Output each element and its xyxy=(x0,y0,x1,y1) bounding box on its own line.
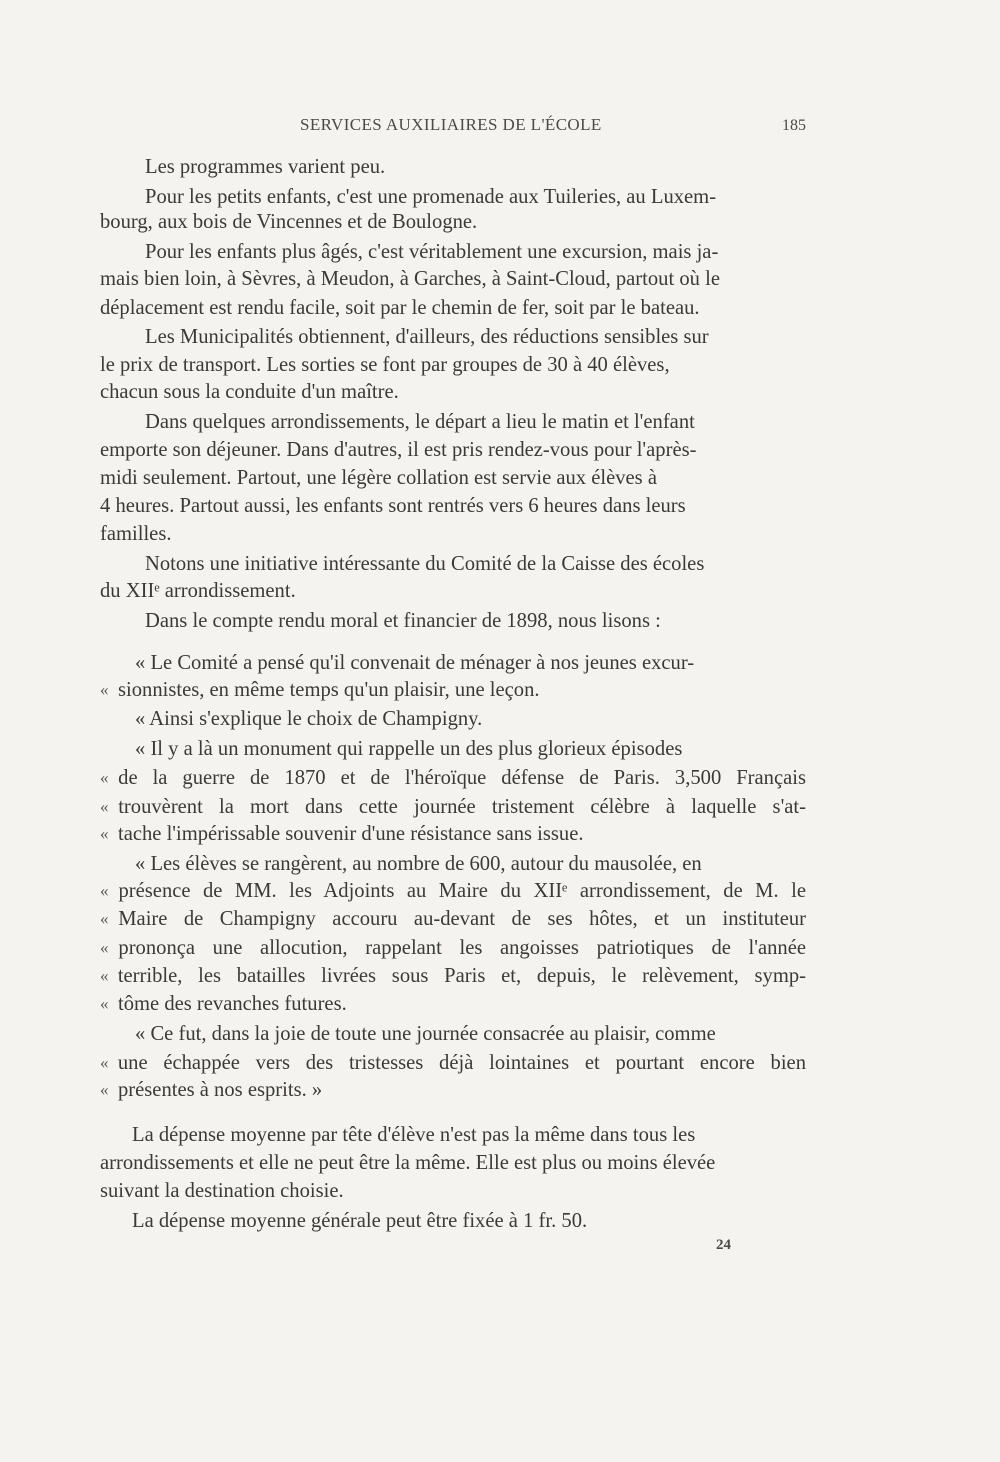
quote-line: « tache l'impérissable souvenir d'une résistance sans issue. xyxy=(100,823,584,845)
quote-line: « présence de MM. les Adjoints au Maire du XIIᵉ arrondissement, de M. le xyxy=(100,880,806,902)
text-line: midi seulement. Partout, une légère collation est servie aux élèves à xyxy=(100,467,657,489)
text-line: emporte son déjeuner. Dans d'autres, il est pris rendez-vous pour l'après- xyxy=(100,439,697,461)
text-line: mais bien loin, à Sèvres, à Meudon, à Garches, à Saint-Cloud, partout où le xyxy=(100,268,720,290)
text-line: Notons une initiative intéressante du Comité de la Caisse des écoles xyxy=(145,553,705,575)
text-line: Dans le compte rendu moral et financier de 1898, nous lisons : xyxy=(145,610,661,632)
text-line: déplacement est rendu facile, soit par le chemin de fer, soit par le bateau. xyxy=(100,297,700,319)
page-number: 185 xyxy=(782,117,806,134)
running-title: SERVICES AUXILIAIRES DE L'ÉCOLE xyxy=(300,115,602,134)
quote-line: « prononça une allocution, rappelant les angoisses patriotiques de l'année xyxy=(100,937,806,959)
quote-line: « Ce fut, dans la joie de toute une journée consacrée au plaisir, comme xyxy=(135,1023,716,1045)
quote-line: « Maire de Champigny accouru au-devant de ses hôtes, et un instituteur xyxy=(100,908,806,930)
text-line: La dépense moyenne générale peut être fixée à 1 fr. 50. xyxy=(132,1210,588,1232)
text-line: 4 heures. Partout aussi, les enfants sont rentrés vers 6 heures dans leurs xyxy=(100,495,686,517)
text-line: chacun sous la conduite d'un maître. xyxy=(100,381,399,403)
text-line: du XIIᵉ arrondissement. xyxy=(100,580,296,602)
quote-line: « trouvèrent la mort dans cette journée tristement célèbre à laquelle s'at- xyxy=(100,796,806,818)
signature-mark: 24 xyxy=(716,1237,731,1253)
text-line: le prix de transport. Les sorties se font par groupes de 30 à 40 élèves, xyxy=(100,354,670,376)
quote-line: « présentes à nos esprits. » xyxy=(100,1079,323,1101)
quote-line: « sionnistes, en même temps qu'un plaisir, une leçon. xyxy=(100,679,540,701)
text-line: Les Municipalités obtiennent, d'ailleurs, des réductions sensibles sur xyxy=(145,326,709,348)
text-line: Les programmes varient peu. xyxy=(145,156,386,178)
text-line: familles. xyxy=(100,523,172,545)
text-line: suivant la destination choisie. xyxy=(100,1180,344,1202)
quote-line: « Ainsi s'explique le choix de Champigny. xyxy=(135,708,483,730)
quote-line: « de la guerre de 1870 et de l'héroïque défense de Paris. 3,500 Français xyxy=(100,767,806,789)
text-line: arrondissements et elle ne peut être la même. Elle est plus ou moins élevée xyxy=(100,1152,716,1174)
quote-line: « terrible, les batailles livrées sous Paris et, depuis, le relèvement, symp- xyxy=(100,965,806,987)
quote-line: « Le Comité a pensé qu'il convenait de ménager à nos jeunes excur- xyxy=(135,652,695,674)
quote-line: « une échappée vers des tristesses déjà lointaines et pourtant encore bien xyxy=(100,1052,806,1074)
text-line: Pour les enfants plus âgés, c'est véritablement une excursion, mais ja- xyxy=(145,241,719,263)
text-line: Pour les petits enfants, c'est une promenade aux Tuileries, au Luxem- xyxy=(145,186,717,208)
text-line: La dépense moyenne par tête d'élève n'est pas la même dans tous les xyxy=(132,1124,696,1146)
quote-line: « tôme des revanches futures. xyxy=(100,993,347,1015)
text-line: bourg, aux bois de Vincennes et de Boulogne. xyxy=(100,211,478,233)
quote-line: « Les élèves se rangèrent, au nombre de 600, autour du mausolée, en xyxy=(135,853,702,875)
quote-line: « Il y a là un monument qui rappelle un des plus glorieux épisodes xyxy=(135,738,683,760)
page-header xyxy=(100,115,806,145)
text-line: Dans quelques arrondissements, le départ a lieu le matin et l'enfant xyxy=(145,411,695,433)
